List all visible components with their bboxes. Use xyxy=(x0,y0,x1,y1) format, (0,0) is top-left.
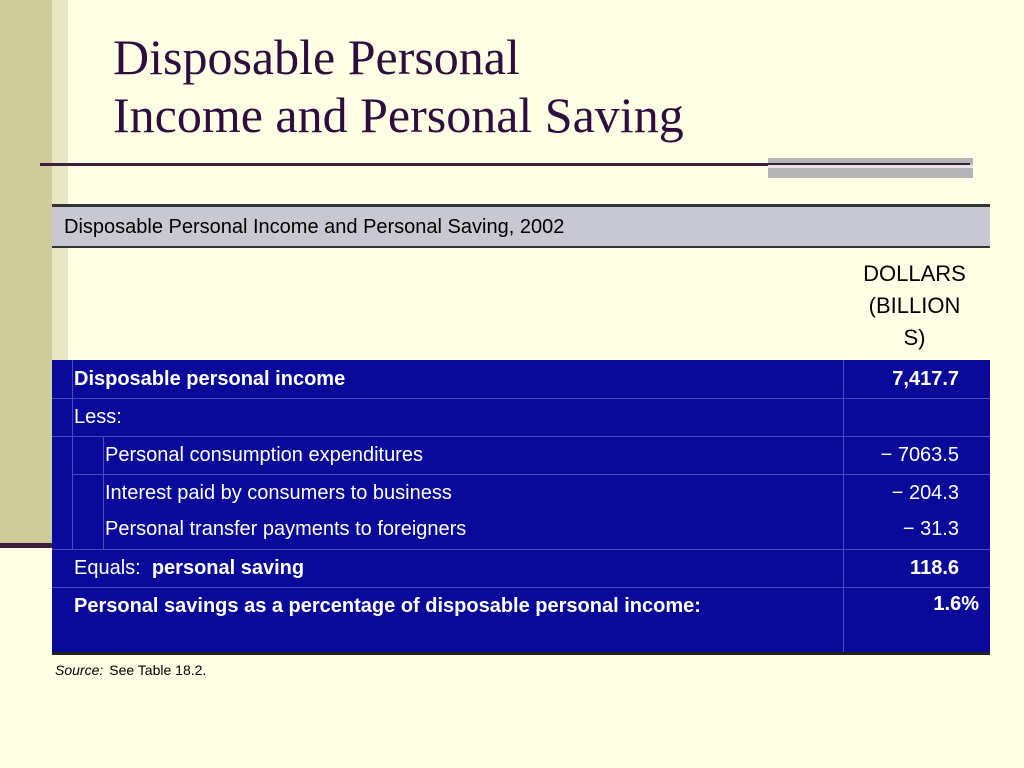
row-value-saving: 118.6 xyxy=(910,557,959,579)
row-divider xyxy=(52,398,990,399)
row-value-saving-rate: 1.6% xyxy=(933,593,979,615)
row-label-disposable-income: Disposable personal income xyxy=(74,368,346,390)
row-label-saving-text: personal saving xyxy=(151,557,305,579)
table-subindent-line xyxy=(103,436,104,549)
source-note xyxy=(55,662,206,678)
title-line-1: Disposable Personal xyxy=(113,29,520,85)
table-indent-line xyxy=(72,360,73,550)
row-value-transfers: − 31.3 xyxy=(902,518,959,540)
row-label-interest: Interest paid by consumers to business xyxy=(105,482,452,504)
title-line-2: Income and Personal Saving xyxy=(113,87,684,143)
title-rule-highlight xyxy=(768,165,973,168)
row-label-saving xyxy=(74,550,304,586)
title-rule-shadow xyxy=(768,158,973,178)
slide-title xyxy=(113,28,684,144)
source-label: Source: xyxy=(55,662,104,678)
row-value-disposable-income: 7,417.7 xyxy=(892,368,959,390)
row-value-consumption: − 7063.5 xyxy=(880,444,959,466)
row-label-saving-prefix: Equals: xyxy=(74,557,141,579)
data-table xyxy=(52,360,990,655)
table-caption: Disposable Personal Income and Personal Saving, 2002 xyxy=(52,204,990,248)
column-header-dollars: DOLLARS (BILLION S) xyxy=(863,261,966,350)
row-label-less: Less: xyxy=(74,406,122,428)
row-label-consumption: Personal consumption expenditures xyxy=(105,444,423,466)
row-label-saving-rate: Personal savings as a percentage of disposable personal income: xyxy=(74,595,701,617)
row-value-interest: − 204.3 xyxy=(891,482,959,504)
source-text: See Table 18.2. xyxy=(109,662,207,678)
row-label-transfers: Personal transfer payments to foreigners xyxy=(105,518,467,540)
